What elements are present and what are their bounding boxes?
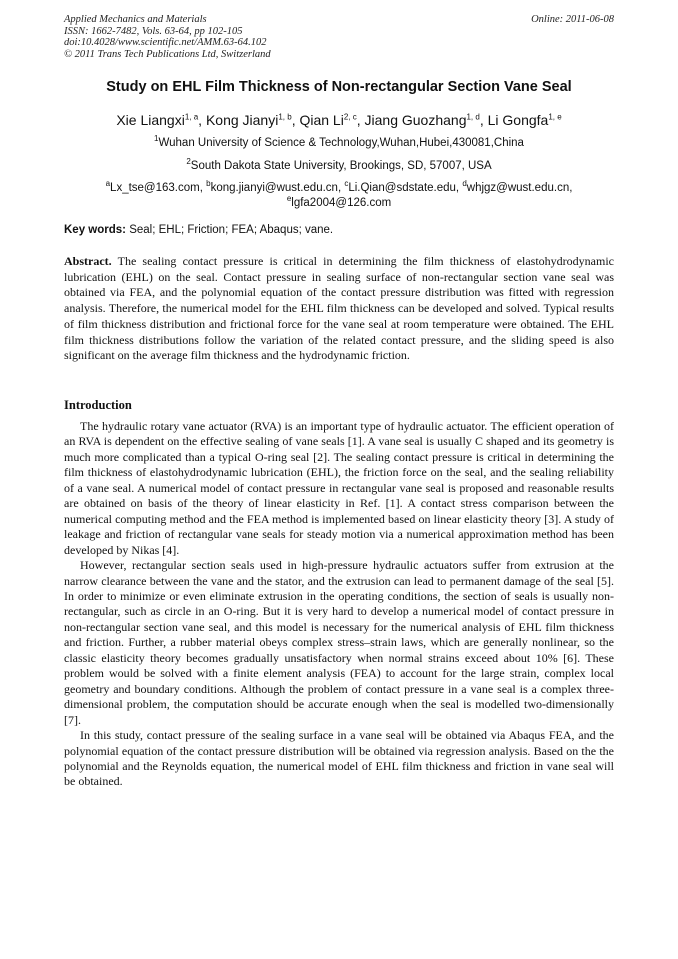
affiliation-sup: 2 (186, 157, 191, 167)
affiliation-2 (0, 157, 678, 172)
paragraph: In this study, contact pressure of the sealing surface in a vane seal will be obtained via Abaqus FEA, and the polynomial equation of the contact pressure distribution will be obtained via regression analysis. Based on the the polynomial and the Reynolds equation, the numerical model of EHL film thickness and friction in vane seal will be obtained. (64, 728, 614, 789)
author-name: Li Gongfa (487, 112, 549, 128)
email-sup: c (344, 179, 349, 189)
author-sup: 1, a (184, 112, 199, 122)
abstract (64, 254, 614, 364)
online-date: Online: 2011-06-08 (531, 14, 614, 25)
paragraph: However, rectangular section seals used in high-pressure hydraulic actuators suffer from extrusion at the narrow clearance between the vane and the stator, and the extrusion can lead to permanent damage of the seal [5]. In order to minimize or even eliminate extrusion in the operating conditions, the section of seals is usually non-rectangular, such as circle in an O-ring. But it is very hard to develop a numerical model of contact pressure in non-rectangular section vane seal, and this model is necessary for the numerical analysis of EHL film thickness and friction. Further, a rubber material obeys complex stress–strain laws, which are generally nonlinear, so the classic elasticity theory becomes gradually unsatisfactory when normal strains exceed about 10% [6]. These problem would be solved with a finite element analysis (FEA) to account for the large strain, complex local geometry and boundary conditions. Although the problem of contact pressure in a vane seal is a complex three-dimensional problem, the computation should be accurate enough when the seal is modelled two-dimensionally [7]. (64, 558, 614, 727)
author-list (0, 112, 678, 128)
abstract-text: The sealing contact pressure is critical in determining the film thickness of elastohydrodynamic lubrication (EHL) on the seal. Contact pressure in sealing surface of non-rectangular section vane seal was obtained via FEA, and the polynomial equation of the contact pressure distribution was fitted with regression analysis. Therefore, the numerical model for the EHL film thickness can be developed and solved. Typical results of film thickness distribution and frictional force for the vane seal at room temperature were obtained. The EHL film thickness distributions follow the variation of the related contact pressure, and the sliding speed is also significant on the average film thickness and the hydrodynamic friction. (64, 254, 615, 363)
affiliation-sup: 1 (154, 134, 159, 144)
section-heading-introduction: Introduction (64, 398, 132, 412)
author-name: Qian Li (299, 112, 344, 128)
email-sup: d (462, 179, 467, 189)
journal-header (64, 14, 614, 60)
journal-name: Applied Mechanics and Materials (64, 14, 207, 25)
email-sup: a (105, 179, 111, 189)
affiliation-1 (0, 134, 678, 149)
email-sup: b (206, 179, 211, 189)
keywords-label: Key words: (64, 224, 126, 236)
keywords-text: Seal; EHL; Friction; FEA; Abaqus; vane. (129, 224, 334, 236)
author-name: Xie Liangxi (116, 112, 185, 128)
author-sup: 2, c (343, 112, 357, 122)
email-address: lgfa2004@126.com (291, 197, 392, 209)
abstract-label: Abstract. (64, 254, 112, 268)
paragraph: The hydraulic rotary vane actuator (RVA) is an important type of hydraulic actuator. The efficient operation of an RVA is dependent on the effective sealing of vane seals [1]. A vane seal is usually C shaped and its geometry is much more complicated than a typical O-ring seal [2]. The sealing contact pressure is critical in determining the film thickness of elastohydrodynamic lubrication (EHL), the friction force on the seal, and the sealing reliability of a vane seal. A numerical model of contact pressure in rectangular vane seal is proposed and reasonable results are obtained on basis of the theory of linear elasticity in Ref. [1]. A contact stress comparison between the numerical computing method and the FEA method is implemented based on linear elasticity theory [3]. A study of leakage and friction of rectangular vane seals for steady motion via a numerical approximation method has been developed by Nikas [4]. (64, 419, 614, 557)
author-sup: 1, b (278, 112, 292, 122)
doi-line: doi:10.4028/www.scientific.net/AMM.63-64.102 (64, 37, 267, 48)
email-address: kong.jianyi@wust.edu.cn, (210, 182, 345, 194)
author-name: Kong Jianyi (205, 112, 279, 128)
affiliation-text: Wuhan University of Science & Technology,Wuhan,Hubei,430081,China (158, 137, 524, 149)
author-separator: , (291, 112, 296, 128)
introduction-body (64, 419, 614, 790)
email-list (80, 181, 598, 211)
author-separator: , (198, 112, 203, 128)
email-address: Lx_tse@163.com, (110, 182, 207, 194)
issn-line: ISSN: 1662-7482, Vols. 63-64, pp 102-105 (64, 25, 243, 37)
author-sup: 1, e (548, 112, 562, 122)
author-sup: 1, d (466, 112, 480, 122)
author-name: Jiang Guozhang (364, 112, 467, 128)
keywords (64, 224, 614, 236)
affiliation-text: South Dakota State University, Brookings, SD, 57007, USA (190, 160, 492, 172)
email-address: whjgz@wust.edu.cn, (466, 182, 573, 194)
author-separator: , (479, 112, 484, 128)
copyright-line: © 2011 Trans Tech Publications Ltd, Switzerland (64, 48, 271, 60)
email-address: Li.Qian@sdstate.edu, (348, 182, 463, 194)
author-separator: , (356, 112, 361, 128)
paper-title: Study on EHL Film Thickness of Non-rectangular Section Vane Seal (106, 79, 572, 95)
email-sup: e (286, 194, 292, 204)
